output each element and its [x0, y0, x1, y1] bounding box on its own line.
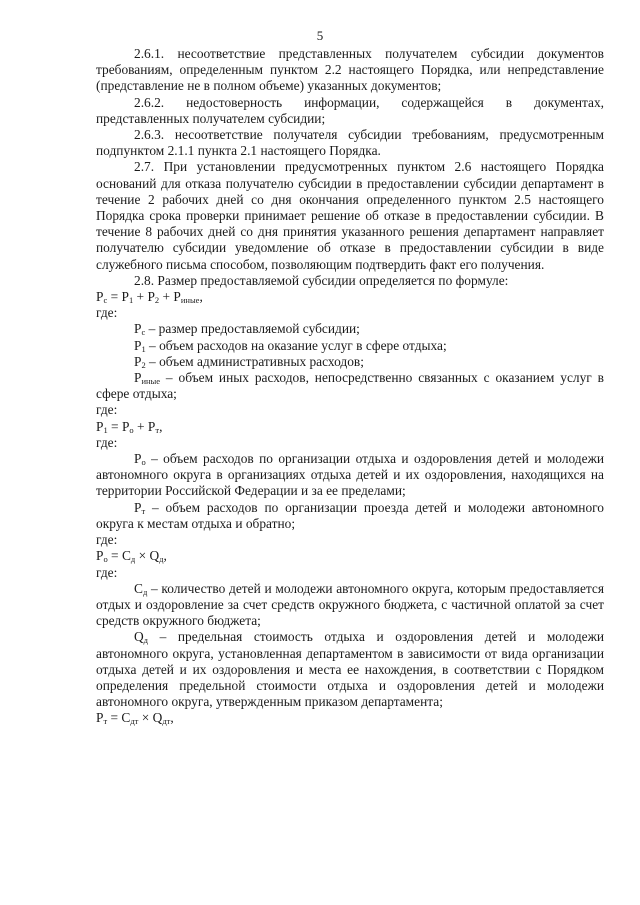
definition-pt: $P_т$ – объем расходов по организации проезда детей и молодежи автономного округа к местам отдыха и обратно;: [96, 499, 604, 531]
definition-p-other: $P_{иные}$ – объем иных расходов, непосредственно связанных с оказанием услуг в сфере отдыха;: [96, 370, 604, 402]
document-body: [96, 46, 604, 727]
where-label: где:: [96, 305, 118, 321]
paragraph-2-6-2: 2.6.2. недостоверность информации, содержащейся в документах, представленных получателем субсидии;: [96, 94, 604, 126]
where-label: где:: [96, 564, 118, 580]
paragraph-2-7: 2.7. При установлении предусмотренных пунктом 2.6 настоящего Порядка оснований для отказа получателю субсидии в предоставлении субсидии департамент в течение 2 рабочих дней со дня окончания определенного пунктом 2.5 настоящего Порядка срока проверки принимает решение об отказе в предоставлении субсидии. В течение 8 рабочих дней со дня принятия указанного решения департамент направляет получателю субсидии уведомление об отказе в предоставлении субсидии в виде служебного письма способом, позволяющим подтвердить факт его получения.: [96, 159, 604, 272]
formula-pt: $P_т = C_{дт} \times Q_{дт}$,: [96, 710, 174, 727]
where-label: где:: [96, 532, 118, 548]
paragraph-2-6-3: 2.6.3. несоответствие получателя субсидии требованиям, предусмотренным подпунктом 2.1.1 пункта 2.1 настоящего Порядка.: [96, 127, 604, 159]
where-label: где:: [96, 434, 118, 450]
page-number: 5: [316, 28, 324, 43]
formula-po: $P_о = C_д \times Q_д$,: [96, 548, 167, 565]
definition-po: $P_о$ – объем расходов по организации отдыха и оздоровления детей и молодежи автономного округа в организациях отдыха детей и их оздоровления, находящихся на территории Российской Федерации и за ее пределами;: [96, 451, 604, 499]
paragraph-2-8: 2.8. Размер предоставляемой субсидии определяется по формуле:: [134, 272, 509, 288]
definition-qd: $Q_д$ – предельная стоимость отдыха и оздоровления детей и молодежи автономного округа, установленная департаментом в зависимости от вида организации отдыха детей и их оздоровления и места ее нахождения, в соответствии с Порядком определения предельной стоимости отдыха и оздоровления детей и молодежи автономного округа, утвержденным приказом департамента;: [96, 629, 604, 710]
where-label: где:: [96, 402, 118, 418]
definition-p2: $P_2$ – объем административных расходов;: [134, 353, 364, 370]
definition-pc: $P_c$ – размер предоставляемой субсидии;: [134, 321, 360, 338]
formula-p1: $P_1 = P_о + P_т$,: [96, 418, 163, 435]
formula-subsidy-total: $P_c = P_1 + P_2 + P_{иные}$,: [96, 289, 203, 306]
definition-p1: $P_1$ – объем расходов на оказание услуг в сфере отдыха;: [134, 337, 447, 354]
paragraph-2-6-1: 2.6.1. несоответствие представленных получателем субсидии документов требованиям, определенным пунктом 2.2 настоящего Порядка, или непредставление (представление не в полном объеме) указанных документов;: [96, 46, 604, 94]
definition-cd: $C_д$ – количество детей и молодежи автономного округа, которым предоставляется отдых и оздоровление за счет средств окружного бюджета, с частичной оплатой за счет средств окружного бюджета;: [96, 580, 604, 629]
